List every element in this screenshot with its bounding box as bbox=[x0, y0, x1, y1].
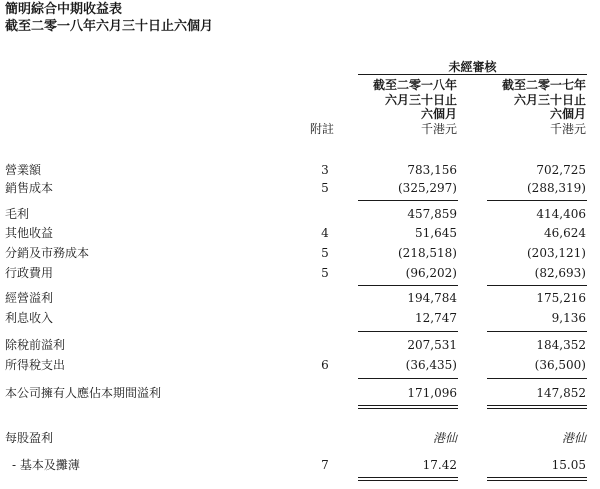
value-2017: 9,136 bbox=[551, 311, 586, 325]
table-row bbox=[0, 162, 600, 179]
total-rule-double bbox=[487, 408, 587, 409]
table-row bbox=[0, 245, 600, 262]
table-row bbox=[0, 385, 600, 402]
value-2017: 184,352 bbox=[536, 338, 586, 352]
table-row bbox=[0, 430, 600, 447]
row-label: 毛利 bbox=[5, 207, 30, 221]
value-2018: 51,645 bbox=[415, 226, 457, 240]
table-row bbox=[0, 357, 600, 374]
value-2017: 15.05 bbox=[551, 458, 586, 472]
column-header-2017-line: 六月三十日止 bbox=[513, 92, 586, 107]
value-2018: 171,096 bbox=[407, 386, 457, 400]
row-label: 本公司擁有人應佔本期間溢利 bbox=[5, 386, 162, 400]
header-divider bbox=[358, 74, 587, 75]
value-2017: (288,319) bbox=[527, 181, 586, 195]
row-note: 5 bbox=[321, 266, 329, 280]
total-rule bbox=[487, 405, 587, 406]
unit-label-2018: 千港元 bbox=[420, 122, 457, 136]
table-row bbox=[0, 310, 600, 327]
row-note: 5 bbox=[321, 246, 329, 260]
subtotal-rule bbox=[487, 200, 587, 201]
table-row bbox=[0, 265, 600, 282]
value-2018: (36,435) bbox=[405, 358, 457, 372]
table-row bbox=[0, 206, 600, 223]
value-2018: 207,531 bbox=[407, 338, 457, 352]
row-label: 銷售成本 bbox=[5, 181, 54, 195]
value-2018: (325,297) bbox=[398, 181, 457, 195]
column-header-2018-line: 截至二零一八年 bbox=[372, 78, 457, 92]
column-header-2018 bbox=[357, 78, 457, 122]
statement-title: 簡明綜合中期收益表 bbox=[5, 2, 123, 17]
value-2017: 414,406 bbox=[536, 207, 586, 221]
value-2018: 12,747 bbox=[415, 311, 457, 325]
value-2018: 194,784 bbox=[407, 291, 457, 305]
table-row bbox=[0, 290, 600, 307]
row-note: 7 bbox=[321, 458, 329, 472]
column-header-2018-line: 六月三十日止 bbox=[384, 92, 457, 107]
unaudited-header: 未經審核 bbox=[448, 60, 497, 74]
row-note: 3 bbox=[321, 163, 329, 177]
table-row bbox=[0, 457, 600, 474]
value-2017: 175,216 bbox=[536, 291, 586, 305]
note-column-header: 附註 bbox=[310, 122, 335, 136]
row-label: 利息收入 bbox=[5, 311, 54, 325]
total-rule-double bbox=[487, 480, 587, 481]
column-header-2017 bbox=[486, 78, 586, 122]
column-header-2018-line: 六個月 bbox=[420, 107, 457, 121]
value-2017: (82,693) bbox=[534, 266, 586, 280]
subtotal-rule bbox=[487, 331, 587, 332]
row-note: 4 bbox=[321, 226, 329, 240]
value-2018: (218,518) bbox=[398, 246, 457, 260]
total-rule-double bbox=[358, 408, 458, 409]
statement-period: 截至二零一八年六月三十日止六個月 bbox=[5, 19, 214, 34]
row-label: 行政費用 bbox=[5, 266, 54, 280]
value-2018: 457,859 bbox=[407, 207, 457, 221]
row-label: 分銷及市務成本 bbox=[5, 246, 90, 260]
value-2018: (96,202) bbox=[405, 266, 457, 280]
value-2017: (203,121) bbox=[527, 246, 586, 260]
unit-label-2017: 千港元 bbox=[549, 122, 586, 136]
subtotal-rule bbox=[358, 200, 458, 201]
value-2018: 17.42 bbox=[422, 458, 457, 472]
eps-unit-2018: 港仙 bbox=[432, 431, 457, 445]
subtotal-rule bbox=[487, 285, 587, 286]
eps-unit-2017: 港仙 bbox=[561, 431, 586, 445]
row-label: 每股盈利 bbox=[5, 431, 54, 445]
subtotal-rule bbox=[358, 378, 458, 379]
table-row bbox=[0, 180, 600, 197]
total-rule bbox=[487, 477, 587, 478]
row-label: 經營溢利 bbox=[5, 291, 54, 305]
row-label: 所得稅支出 bbox=[5, 358, 66, 372]
subtotal-rule bbox=[487, 378, 587, 379]
row-label: 其他收益 bbox=[5, 226, 54, 240]
row-note: 5 bbox=[321, 181, 329, 195]
value-2018: 783,156 bbox=[407, 163, 457, 177]
table-row bbox=[0, 337, 600, 354]
total-rule bbox=[358, 477, 458, 478]
column-header-2017-line: 六個月 bbox=[549, 107, 586, 121]
value-2017: (36,500) bbox=[534, 358, 586, 372]
column-header-2017-line: 截至二零一七年 bbox=[501, 78, 586, 92]
row-label: 營業額 bbox=[5, 163, 42, 177]
table-row bbox=[0, 225, 600, 242]
value-2017: 46,624 bbox=[544, 226, 586, 240]
row-label: - 基本及攤薄 bbox=[12, 458, 80, 472]
value-2017: 147,852 bbox=[536, 386, 586, 400]
value-2017: 702,725 bbox=[536, 163, 586, 177]
total-rule-double bbox=[358, 480, 458, 481]
subtotal-rule bbox=[358, 285, 458, 286]
row-label: 除稅前溢利 bbox=[5, 338, 66, 352]
total-rule bbox=[358, 405, 458, 406]
subtotal-rule bbox=[358, 331, 458, 332]
row-note: 6 bbox=[321, 358, 329, 372]
